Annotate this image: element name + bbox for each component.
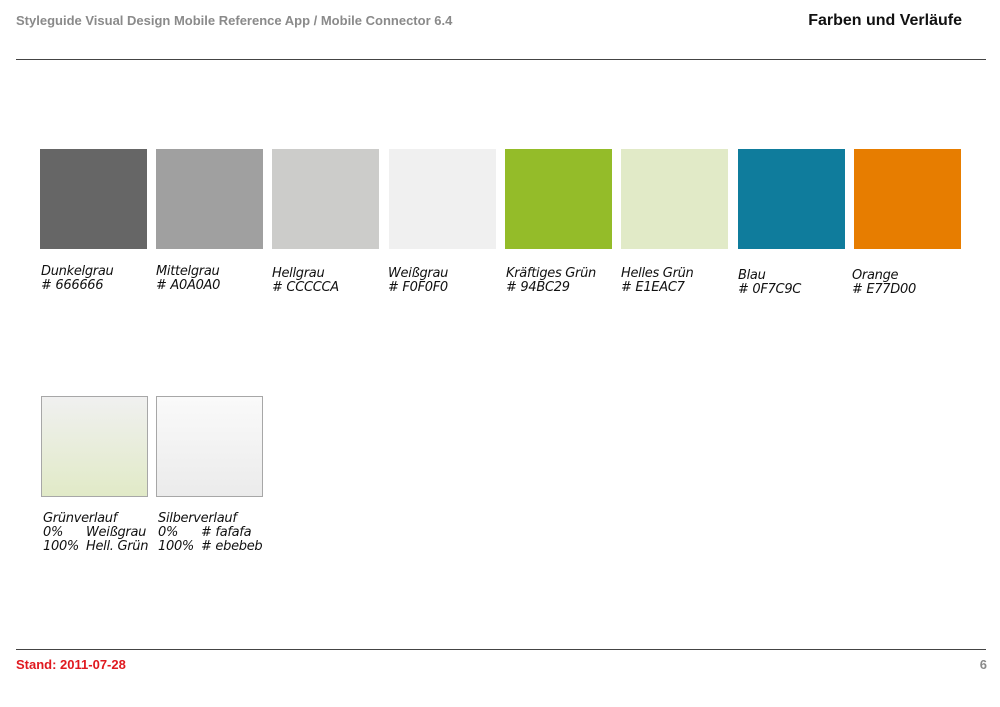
gradient-stop-pct: 100% [43,539,79,554]
gradient-label-gruenverlauf [43,512,148,554]
gradient-stop-value: Weißgrau [86,525,147,540]
gradient-gruenverlauf [41,396,148,497]
swatch-label-weissgrau [388,267,448,295]
swatch-hex: # CCCCCA [272,280,339,295]
swatch-name: Kräftiges Grün [506,266,596,281]
swatch-label-blau [738,269,801,297]
swatch-label-helles-gruen [621,267,694,295]
swatch-label-hellgrau [272,267,339,295]
gradient-stop-pct: 0% [158,525,179,540]
swatch-hex: # 0F7C9C [738,282,802,297]
document-header-title: Styleguide Visual Design Mobile Reference App / Mobile Connector 6.4 [16,13,453,28]
gradient-stop-row [43,540,148,554]
gradient-stop-row [158,526,262,540]
swatch-orange [854,149,961,249]
swatch-label-orange [852,269,916,297]
page-number: 6 [979,657,987,672]
swatch-hex: # 94BC29 [506,280,570,295]
swatch-label-dunkelgrau [41,265,113,293]
footer-date: Stand: 2011-07-28 [16,657,126,672]
swatch-hex: # E1EAC7 [621,280,685,295]
swatch-name: Helles Grün [621,266,694,281]
gradient-name: Grünverlauf [43,511,118,526]
swatch-helles-gruen [621,149,728,249]
gradient-label-silberverlauf [158,512,262,554]
gradient-stop-value: Hell. Grün [86,539,149,554]
header-divider [16,59,986,60]
swatch-name: Orange [852,268,899,283]
section-title: Farben und Verläufe [808,12,962,29]
gradient-name: Silberverlauf [158,511,237,526]
swatch-name: Weißgrau [388,266,449,281]
gradient-silberverlauf [156,396,263,497]
gradient-stop-value: # fafafa [201,525,252,540]
swatch-label-kraeftiges-gruen [506,267,596,295]
swatch-label-mittelgrau [156,265,220,293]
swatch-hex: # E77D00 [852,282,916,297]
swatch-hex: # F0F0F0 [388,280,448,295]
swatch-weissgrau [389,149,496,249]
swatch-blau [738,149,845,249]
gradient-stop-row [43,526,148,540]
swatch-name: Dunkelgrau [41,264,114,279]
gradient-stop-row [158,540,262,554]
gradient-stop-pct: 100% [158,539,194,554]
gradient-stop-value: # ebebeb [201,539,263,554]
swatch-hex: # A0A0A0 [156,278,221,293]
swatch-hex: # 666666 [41,278,104,293]
swatch-mittelgrau [156,149,263,249]
gradient-stop-pct: 0% [43,525,64,540]
swatch-name: Mittelgrau [156,264,220,279]
swatch-name: Blau [738,268,766,283]
swatch-hellgrau [272,149,379,249]
footer-divider [16,649,986,650]
swatch-kraeftiges-gruen [505,149,612,249]
swatch-dunkelgrau [40,149,147,249]
swatch-name: Hellgrau [272,266,325,281]
